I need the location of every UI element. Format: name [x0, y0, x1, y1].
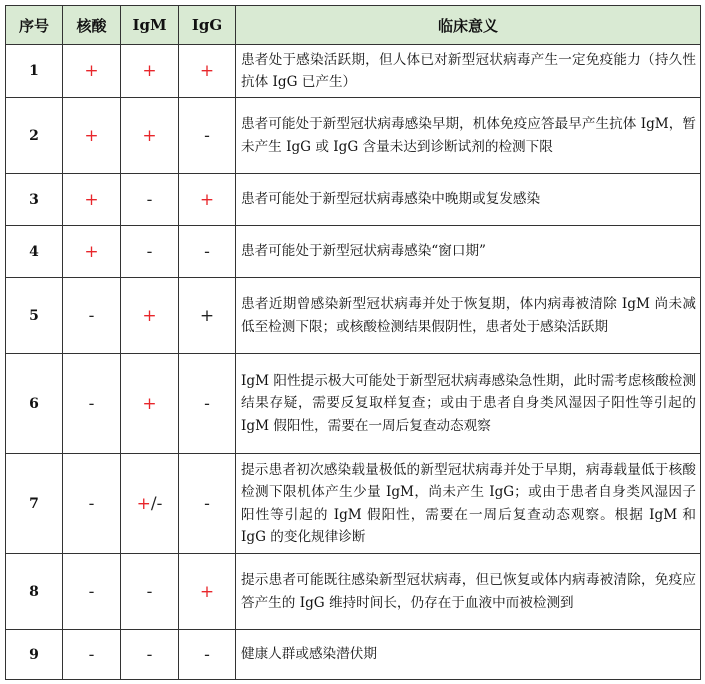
table-row [6, 354, 701, 454]
table-row [6, 278, 701, 354]
igm-result-plus: + [136, 493, 151, 514]
row-index: 6 [6, 354, 63, 454]
row-index: 9 [6, 630, 63, 680]
igg-result: - [179, 454, 236, 554]
igm-result: - [121, 174, 179, 226]
nucleic-result: - [63, 278, 121, 354]
igg-result: - [179, 98, 236, 174]
row-index: 1 [6, 45, 63, 98]
row-index: 7 [6, 454, 63, 554]
clinical-meaning: 患者可能处于新型冠状病毒感染中晚期或复发感染 [236, 174, 701, 226]
clinical-meaning: 提示患者可能既往感染新型冠状病毒，但已恢复或体内病毒被清除，免疫应答产生的 IgG 维持时间长，仍存在于血液中而被检测到 [236, 554, 701, 630]
nucleic-result: - [63, 354, 121, 454]
table-row [6, 226, 701, 278]
igm-result: + [121, 45, 179, 98]
igg-result: + [179, 45, 236, 98]
igg-result: - [179, 630, 236, 680]
table-row [6, 554, 701, 630]
igg-result: + [179, 554, 236, 630]
header-index: 序号 [6, 6, 63, 45]
igm-result [121, 454, 179, 554]
nucleic-result: + [63, 98, 121, 174]
nucleic-result: + [63, 45, 121, 98]
igm-result: - [121, 226, 179, 278]
row-index: 5 [6, 278, 63, 354]
header-igg: IgG [179, 6, 236, 45]
row-index: 2 [6, 98, 63, 174]
clinical-meaning: 患者近期曾感染新型冠状病毒并处于恢复期，体内病毒被清除 IgM 尚未减低至检测下限；或核酸检测结果假阴性，患者处于感染活跃期 [236, 278, 701, 354]
igm-result: - [121, 630, 179, 680]
serology-interpretation-table [5, 5, 701, 680]
header-clinical-meaning: 临床意义 [236, 6, 701, 45]
igg-result: + [179, 174, 236, 226]
nucleic-result: + [63, 226, 121, 278]
nucleic-result: - [63, 630, 121, 680]
table-row [6, 98, 701, 174]
row-index: 8 [6, 554, 63, 630]
igm-result: + [121, 354, 179, 454]
table-row [6, 630, 701, 680]
clinical-meaning: 患者处于感染活跃期，但人体已对新型冠状病毒产生一定免疫能力（持久性抗体 IgG 已产生） [236, 45, 701, 98]
row-index: 3 [6, 174, 63, 226]
header-nucleic-acid: 核酸 [63, 6, 121, 45]
igm-result-minus: /- [150, 493, 163, 514]
nucleic-result: - [63, 554, 121, 630]
igg-result: - [179, 354, 236, 454]
nucleic-result: - [63, 454, 121, 554]
clinical-meaning: 患者可能处于新型冠状病毒感染“窗口期” [236, 226, 701, 278]
igg-result: - [179, 226, 236, 278]
table-row [6, 454, 701, 554]
clinical-meaning: 患者可能处于新型冠状病毒感染早期，机体免疫应答最早产生抗体 IgM，暂未产生 IgG 或 IgG 含量未达到诊断试剂的检测下限 [236, 98, 701, 174]
clinical-meaning: IgM 阳性提示极大可能处于新型冠状病毒感染急性期，此时需考虑核酸检测结果存疑，需要反复取样复查；或由于患者自身类风湿因子阳性等引起的 IgM 假阳性，需要在一周后复查动态观察 [236, 354, 701, 454]
clinical-meaning: 健康人群或感染潜伏期 [236, 630, 701, 680]
table-row [6, 174, 701, 226]
igm-result: + [121, 278, 179, 354]
igm-result: - [121, 554, 179, 630]
clinical-meaning: 提示患者初次感染载量极低的新型冠状病毒并处于早期，病毒载量低于核酸检测下限机体产生少量 IgM，尚未产生 IgG；或由于患者自身类风湿因子阳性等引起的 IgM 假阳性，需要在一周后复查动态观察。根据 IgM 和 IgG 的变化规律诊断 [236, 454, 701, 554]
table-row [6, 45, 701, 98]
igm-result-text [137, 494, 163, 514]
igg-result: + [179, 278, 236, 354]
table-header-row [6, 6, 701, 45]
igm-result: + [121, 98, 179, 174]
row-index: 4 [6, 226, 63, 278]
header-igm: IgM [121, 6, 179, 45]
nucleic-result: + [63, 174, 121, 226]
